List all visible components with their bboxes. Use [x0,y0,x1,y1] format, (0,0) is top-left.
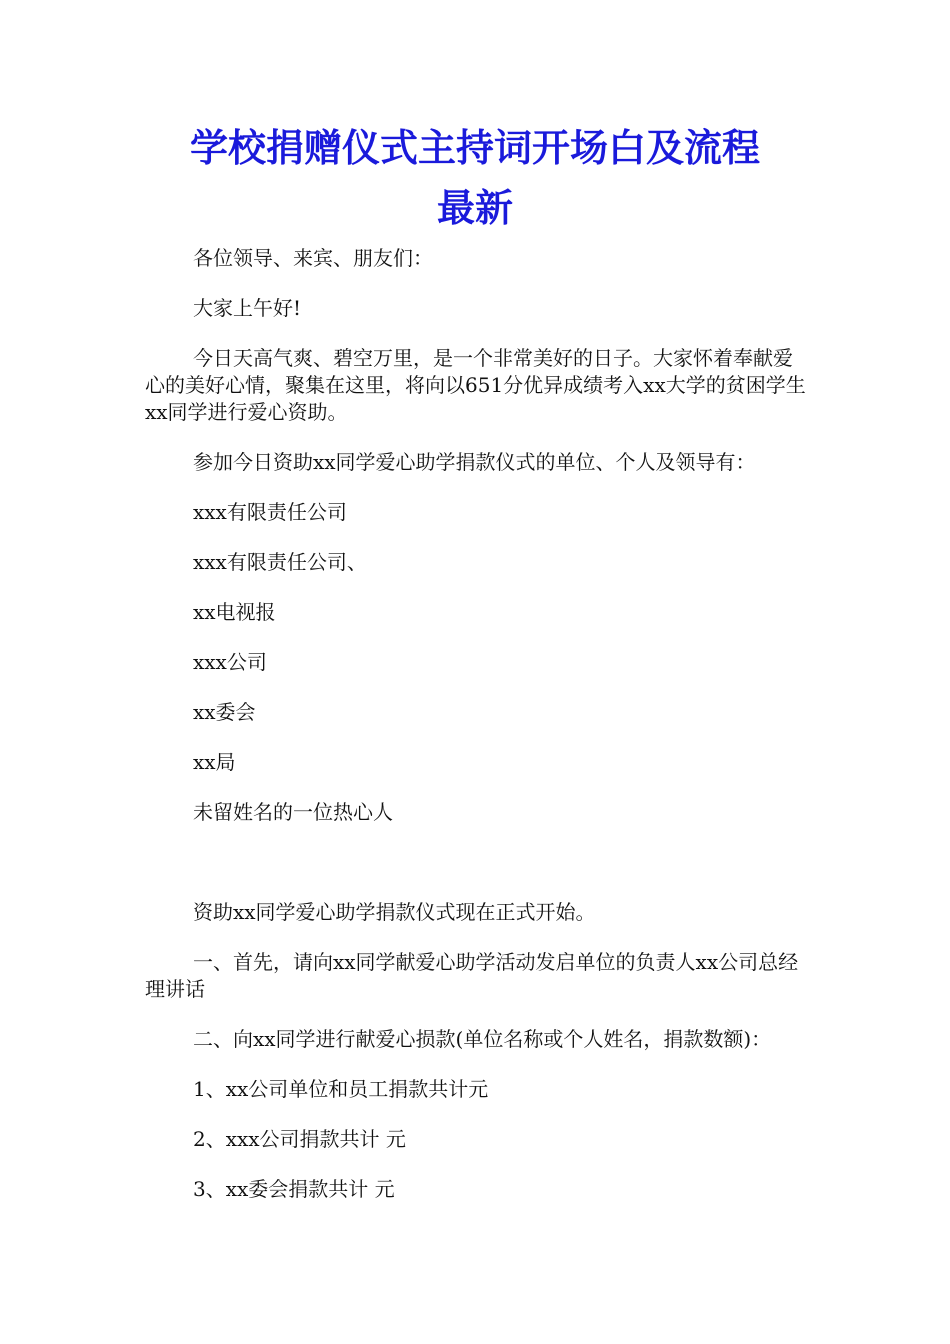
document-title [145,118,805,238]
participant-item: xx委会 [193,700,256,724]
step-one-paragraph: 一、首先，请向xx同学献爱心助学活动发启单位的负责人xx公司总经理讲话 [145,950,799,1001]
greeting-morning-paragraph: 大家上午好! [193,296,302,320]
participant-item: xx局 [193,750,236,774]
donation-item: 3、xx委会捐款共计 元 [193,1177,395,1201]
title-line-1: 学校捐赠仪式主持词开场白及流程 [189,126,760,170]
document-body [145,245,810,1226]
participant-item: xxx有限责任公司 [193,500,347,524]
donation-item: 1、xx公司单位和员工捐款共计元 [193,1077,489,1101]
intro-paragraph: 今日天高气爽、碧空万里，是一个非常美好的日子。大家怀着奉献爱心的美好心情，聚集在这里，将向以651分优异成绩考入xx大学的贫困学生xx同学进行爱心资助。 [145,346,806,424]
ceremony-start-paragraph: 资助xx同学爱心助学捐款仪式现在正式开始。 [193,900,596,924]
participants-heading: 参加今日资助xx同学爱心助学捐款仪式的单位、个人及领导有： [193,450,756,474]
participant-item: xx电视报 [193,600,276,624]
participant-item: xxx有限责任公司、 [193,550,367,574]
donation-item: 2、xxx公司捐款共计 元 [193,1127,406,1151]
step-two-paragraph: 二、向xx同学进行献爱心损款(单位名称或个人姓名，捐款数额)： [193,1027,772,1051]
title-line-2: 最新 [436,186,513,230]
participant-item: xxx公司 [193,650,267,674]
participant-item: 未留姓名的一位热心人 [193,800,393,824]
greeting-paragraph: 各位领导、来宾、朋友们： [193,246,433,270]
